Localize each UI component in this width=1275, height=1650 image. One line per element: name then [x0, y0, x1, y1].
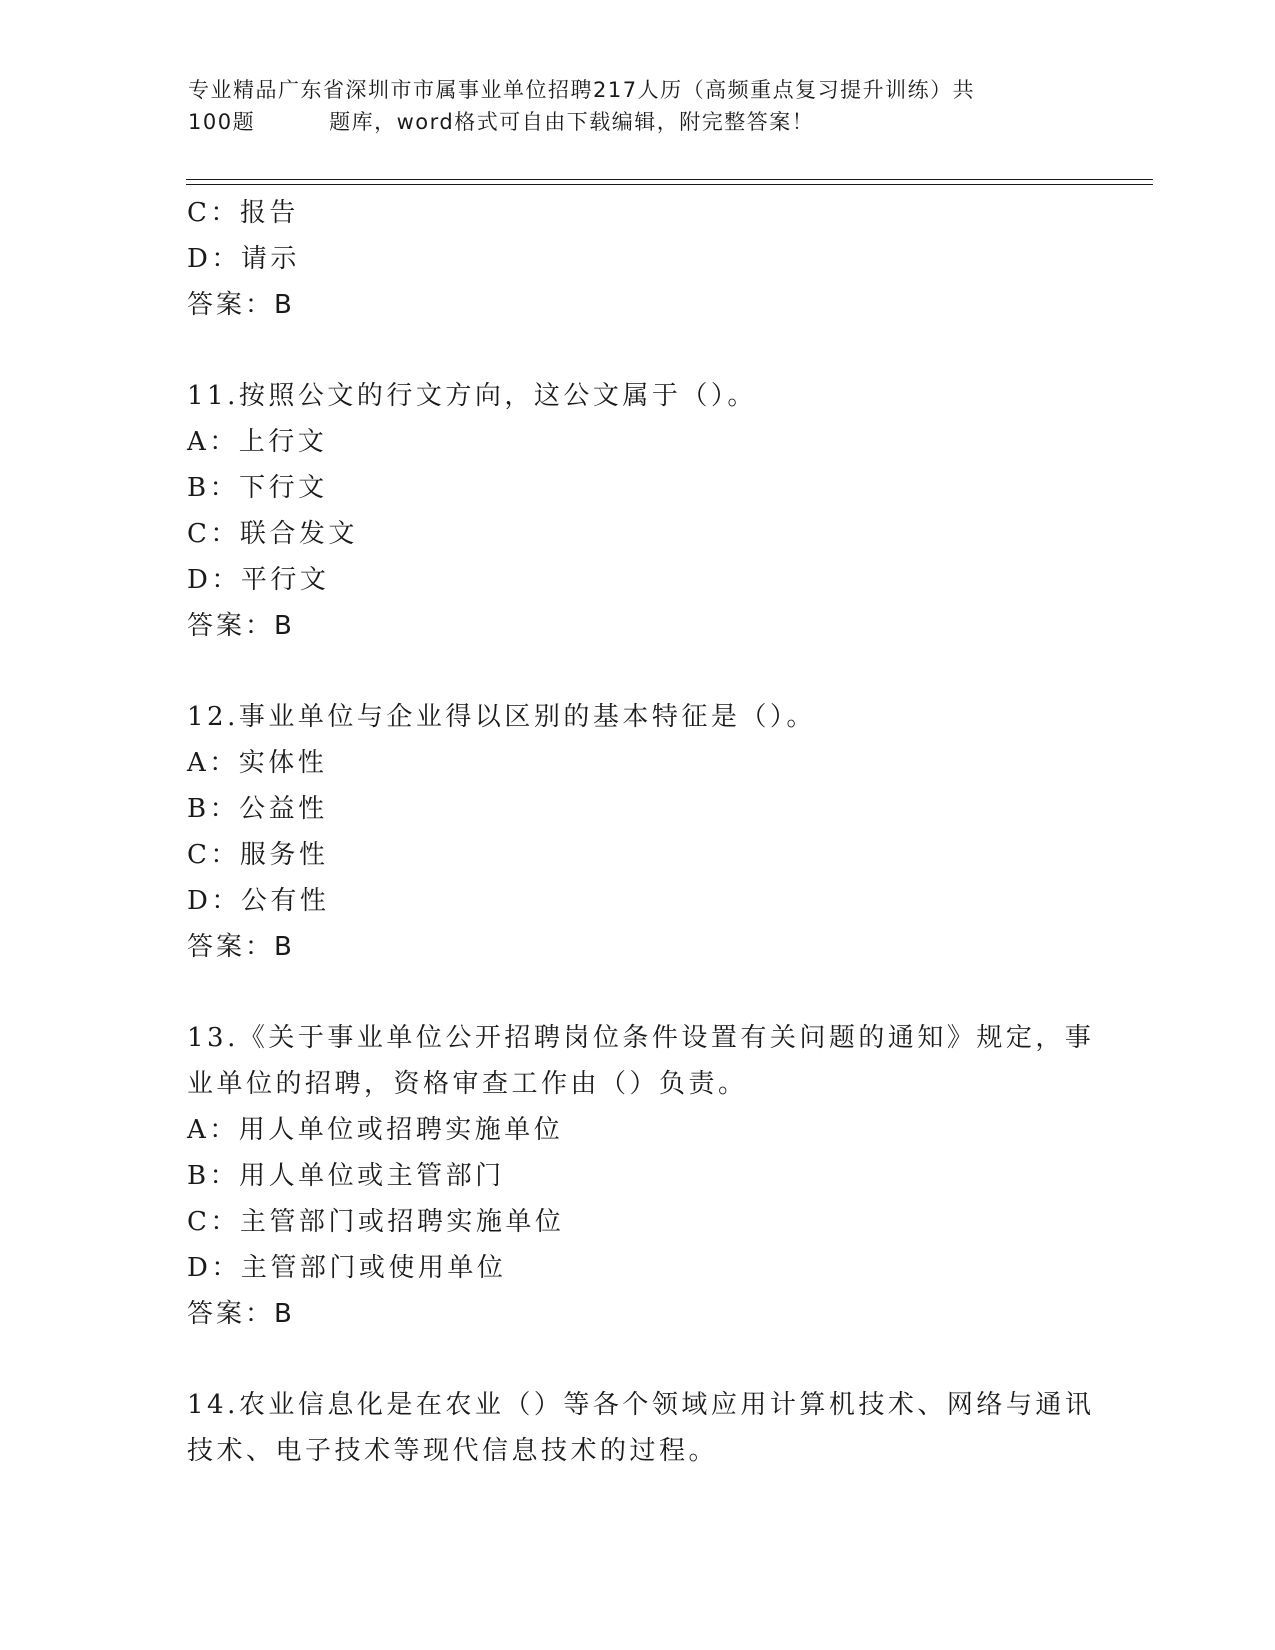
header-line-1: 专业精品广东省深圳市市属事业单位招聘217人历（高频重点复习提升训练）共	[188, 78, 976, 102]
header-divider-top	[186, 179, 1153, 180]
option-d: D：公有性	[187, 886, 330, 916]
question-list	[187, 190, 1095, 1474]
option-d: D：平行文	[187, 565, 330, 595]
option-b: B：公益性	[187, 794, 328, 824]
option-a: A：上行文	[187, 427, 328, 457]
option-c: C：联合发文	[187, 519, 358, 549]
option-c: C：主管部门或招聘实施单位	[187, 1207, 565, 1237]
question-text-line-2: 技术、电子技术等现代信息技术的过程。	[187, 1436, 719, 1466]
answer-line: 答案：B	[187, 611, 295, 641]
question-fragment	[187, 190, 1087, 328]
answer-line: 答案：B	[187, 932, 295, 962]
option-d: D：主管部门或使用单位	[187, 1253, 507, 1283]
header-description: 题库，word格式可自由下载编辑，附完整答案！	[329, 110, 815, 134]
answer-line: 答案：B	[187, 1299, 295, 1329]
header-question-count: 100题	[188, 110, 256, 134]
option-a: A：实体性	[187, 748, 328, 778]
question-text: 11.按照公文的行文方向，这公文属于（）。	[187, 381, 757, 411]
option-c: C：服务性	[187, 840, 329, 870]
header-divider-bottom	[186, 184, 1153, 185]
question-14	[187, 1382, 1095, 1474]
answer-line: 答案：B	[187, 290, 295, 320]
page-header	[188, 74, 1088, 138]
question-12	[187, 694, 1087, 970]
option-b: B：用人单位或主管部门	[187, 1161, 505, 1191]
header-line-2	[188, 106, 1088, 138]
question-11	[187, 373, 1087, 649]
question-13	[187, 1015, 1095, 1337]
option-a: A：用人单位或招聘实施单位	[187, 1115, 564, 1145]
question-text-line-2: 业单位的招聘，资格审查工作由（）负责。	[187, 1069, 748, 1099]
question-text-line-1: 14.农业信息化是在农业（）等各个领域应用计算机技术、网络与通讯	[187, 1390, 1095, 1420]
option-c: C：报告	[187, 198, 299, 228]
question-text: 12.事业单位与企业得以区别的基本特征是（）。	[187, 702, 816, 732]
question-text-line-1: 13.《关于事业单位公开招聘岗位条件设置有关问题的通知》规定，事	[187, 1023, 1095, 1053]
option-b: B：下行文	[187, 473, 328, 503]
option-d: D：请示	[187, 244, 300, 274]
